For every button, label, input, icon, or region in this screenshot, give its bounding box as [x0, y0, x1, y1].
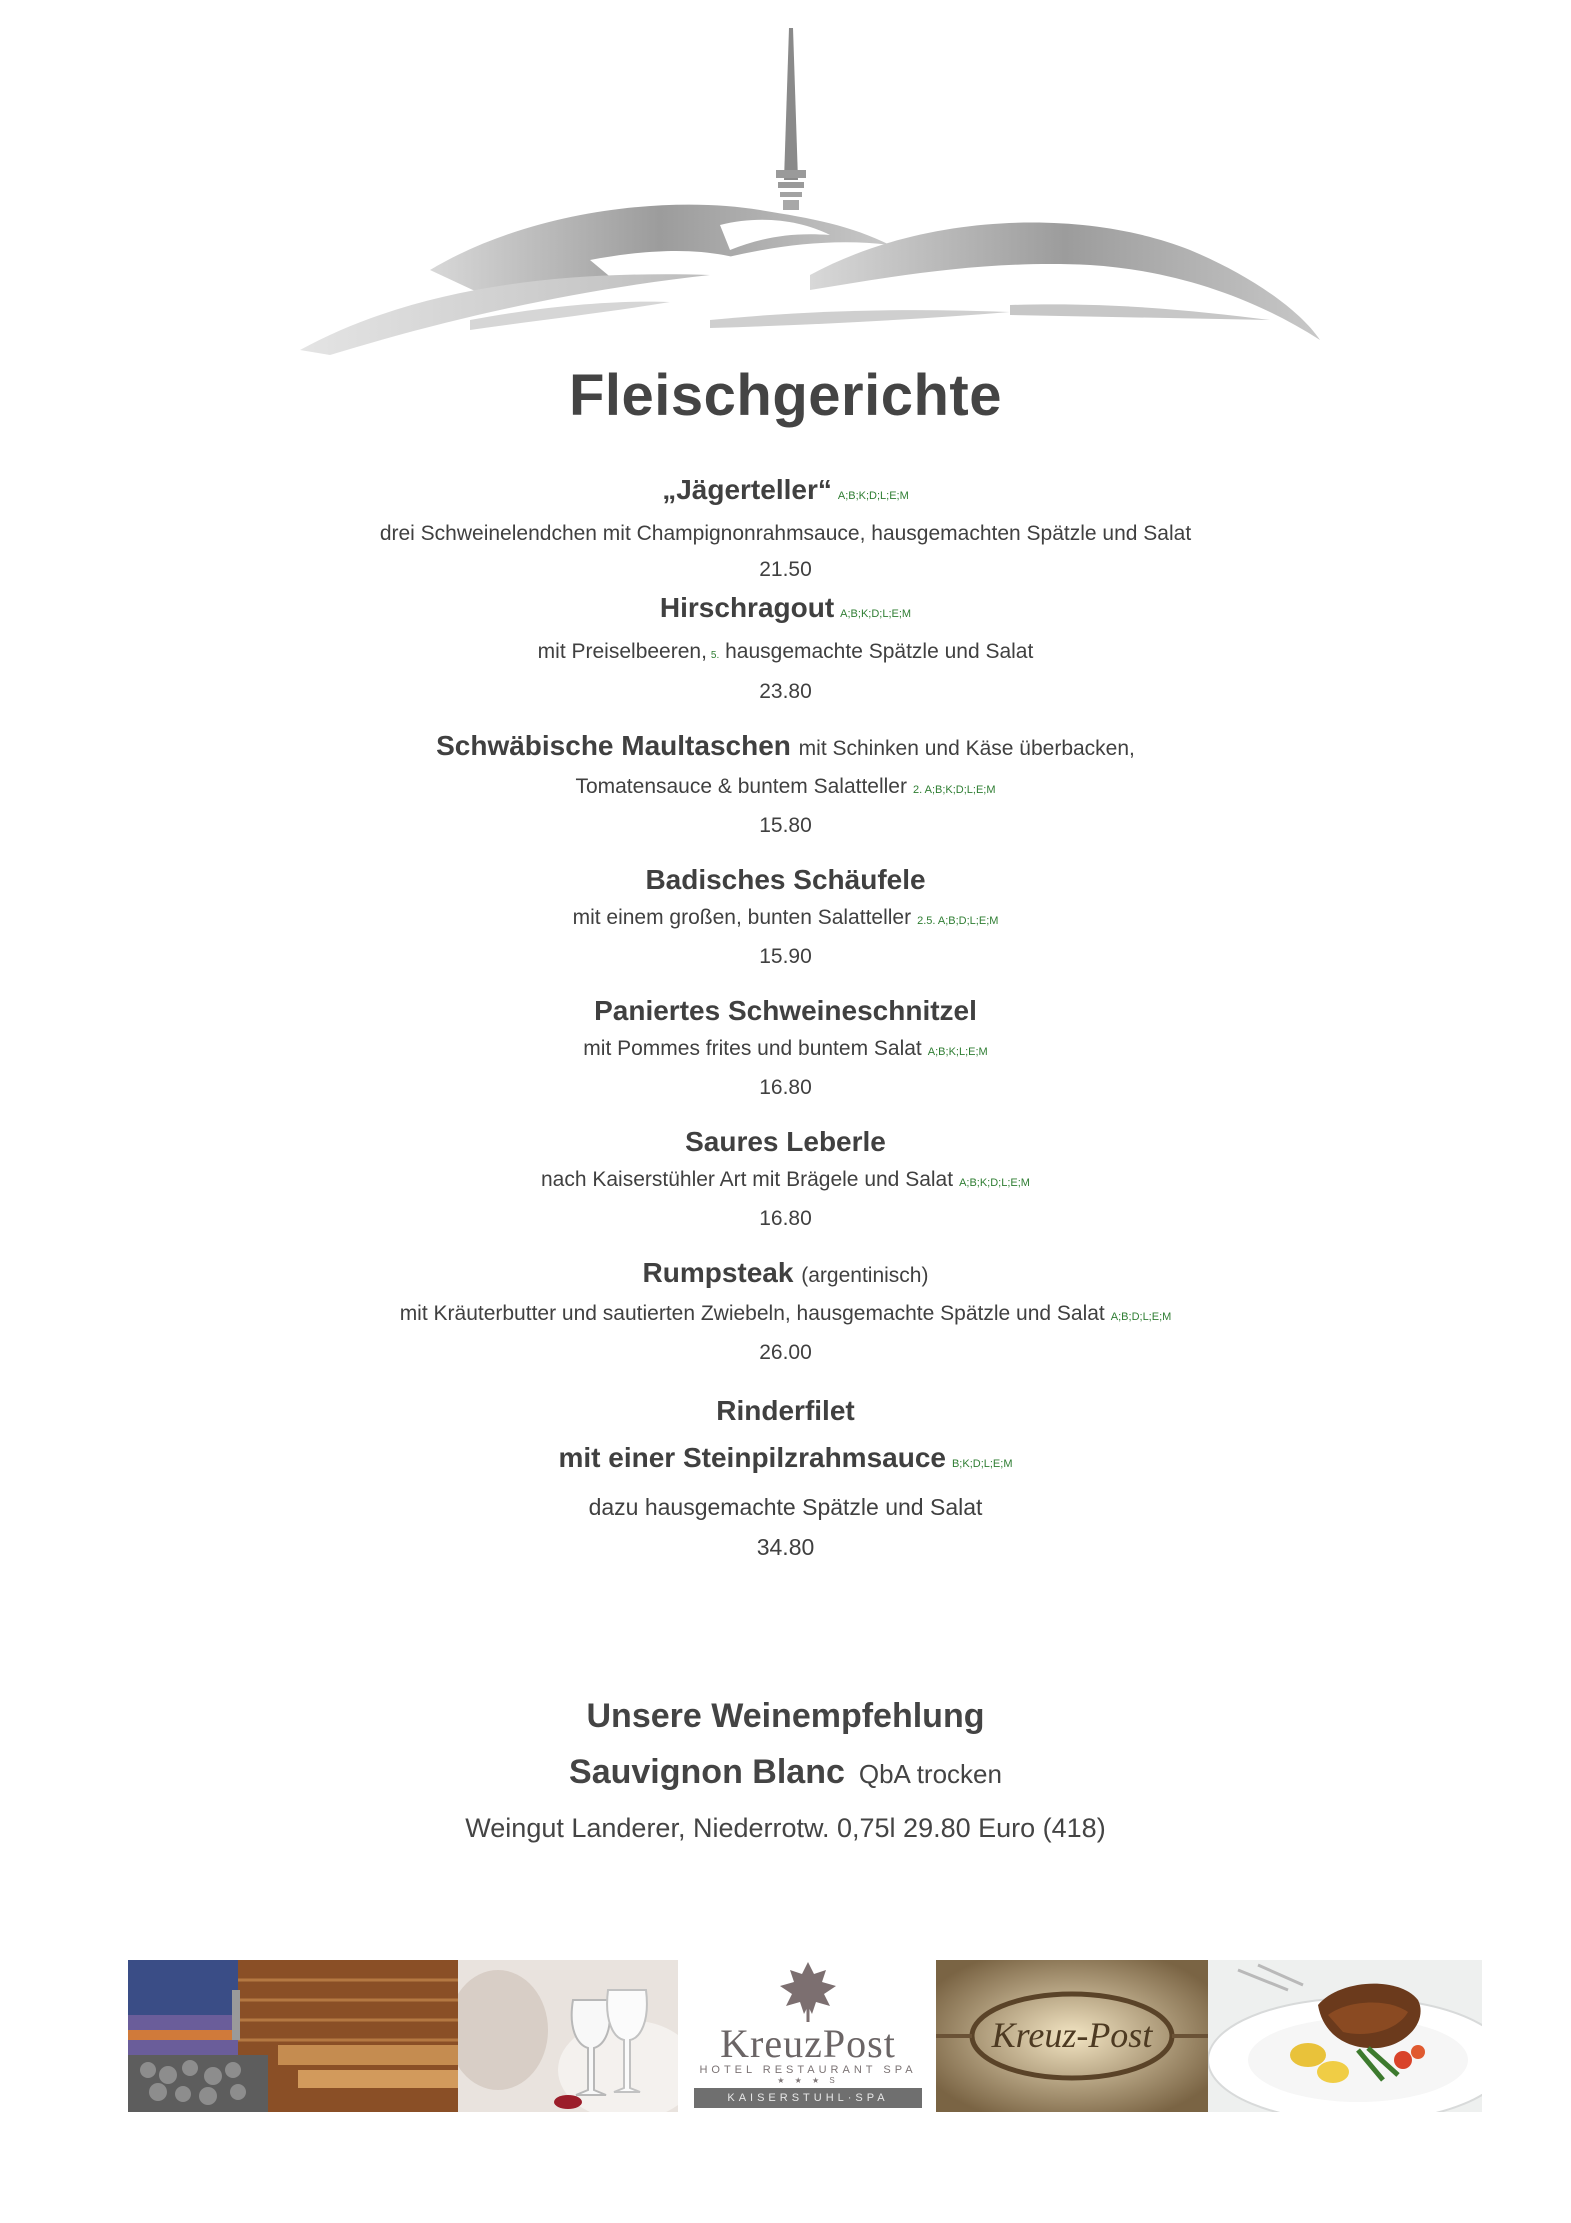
- dish-name: Hirschragout: [659, 592, 835, 623]
- mountain-tower-logo: [290, 20, 1330, 390]
- wine-name: Sauvignon Blanc: [569, 1753, 845, 1791]
- allergen-codes: 2.5. A;B;D;L;E;M: [917, 915, 999, 927]
- dish-description: mit Preiselbeeren, 5. hausgemachte Spätzle und Salat: [537, 640, 1034, 663]
- dish-jaegerteller: [0, 470, 1571, 588]
- brand-stars: ★ ★ ★ S: [777, 2076, 839, 2085]
- brand-name: KreuzPost: [720, 2021, 896, 2066]
- allergen-codes: A;B;K;D;L;E;M: [959, 1177, 1030, 1189]
- dish-name: Rumpsteak: [642, 1257, 794, 1288]
- wine-quality: QbA trocken: [858, 1759, 1002, 1789]
- additive-note: 5.: [710, 650, 720, 661]
- sauna-photo: [128, 1960, 458, 2112]
- dish-name: Saures Leberle: [685, 1126, 886, 1157]
- dish-price: 21.50: [759, 558, 812, 581]
- allergen-codes: A;B;K;D;L;E;M: [840, 608, 912, 620]
- dish-description: mit einem großen, bunten Salatteller 2.5. A;B;D;L;E;M: [572, 906, 999, 929]
- dish-price: 16.80: [759, 1207, 812, 1230]
- dish-name-extra: (argentinisch): [801, 1264, 929, 1287]
- menu-list: [0, 470, 1571, 1567]
- kreuzpost-brand-logo: [688, 1960, 928, 2112]
- dish-price: 34.80: [756, 1534, 815, 1560]
- dish-name: Schwäbische Maultaschen: [436, 730, 791, 761]
- dish-price: 15.80: [759, 814, 812, 837]
- tower-spire: [784, 28, 798, 180]
- dish-name-extra: mit Schinken und Käse überbacken,: [798, 737, 1135, 760]
- page-title: Fleischgerichte: [569, 363, 1002, 428]
- dish-price: 23.80: [759, 680, 812, 703]
- dish-name: Badisches Schäufele: [645, 864, 926, 895]
- dish-name: „Jägerteller“: [662, 474, 832, 505]
- allergen-codes: 2. A;B;K;D;L;E;M: [912, 784, 996, 796]
- allergen-codes: A;B;D;L;E;M: [1110, 1311, 1172, 1323]
- dish-rumpsteak: [0, 1253, 1571, 1371]
- brand-bar: KAISERSTUHL·SPA: [694, 2088, 922, 2108]
- dish-rinderfilet: [0, 1387, 1571, 1567]
- dish-hirschragout: [0, 588, 1571, 710]
- dish-price: 15.90: [759, 945, 812, 968]
- dish-name: Rinderfilet: [716, 1395, 855, 1426]
- dish-price: 26.00: [759, 1341, 812, 1364]
- brand-subtitle: HOTEL RESTAURANT SPA: [699, 2064, 917, 2076]
- food-plate-photo: [1208, 1960, 1482, 2112]
- wine-recommendation: [0, 1688, 1571, 1854]
- sign-text: Kreuz-Post: [991, 2015, 1153, 2055]
- footer-photo-strip: [128, 1960, 1482, 2112]
- dish-name-line2: mit einer Steinpilzrahmsauce: [558, 1442, 946, 1473]
- allergen-codes: A;B;K;L;E;M: [927, 1046, 988, 1058]
- dish-maultaschen: [0, 726, 1571, 844]
- dish-description: mit Kräuterbutter und sautierten Zwiebeln, hausgemachte Spätzle und Salat A;B;D;L;E;M: [399, 1302, 1172, 1325]
- vine-leaf-icon: [778, 1960, 838, 2022]
- dish-description: drei Schweinelendchen mit Champignonrahmsauce, hausgemachten Spätzle und Salat: [379, 522, 1192, 545]
- dish-price: 16.80: [759, 1076, 812, 1099]
- kreuzpost-sign-photo: [936, 1960, 1208, 2112]
- dish-leberle: [0, 1122, 1571, 1237]
- dish-description: dazu hausgemachte Spätzle und Salat: [588, 1494, 983, 1520]
- allergen-codes: B;K;D;L;E;M: [951, 1458, 1013, 1470]
- dish-description: nach Kaiserstühler Art mit Brägele und Salat A;B;K;D;L;E;M: [541, 1168, 1030, 1191]
- allergen-codes: A;B;K;D;L;E;M: [837, 490, 909, 502]
- wine-heading: Unsere Weinempfehlung: [586, 1697, 985, 1735]
- wine-glasses-photo: [458, 1960, 678, 2112]
- tower-ring: [776, 170, 806, 178]
- dish-name: Paniertes Schweineschnitzel: [594, 995, 977, 1026]
- dish-schweineschnitzel: [0, 991, 1571, 1106]
- dish-description: mit Pommes frites und buntem Salat A;B;K;L;E;M: [583, 1037, 988, 1060]
- dish-description: Tomatensauce & buntem Salatteller 2. A;B;K;D;L;E;M: [575, 775, 996, 798]
- dish-schaeufele: [0, 860, 1571, 975]
- wine-detail: Weingut Landerer, Niederrotw. 0,75l 29.80 Euro (418): [465, 1813, 1106, 1843]
